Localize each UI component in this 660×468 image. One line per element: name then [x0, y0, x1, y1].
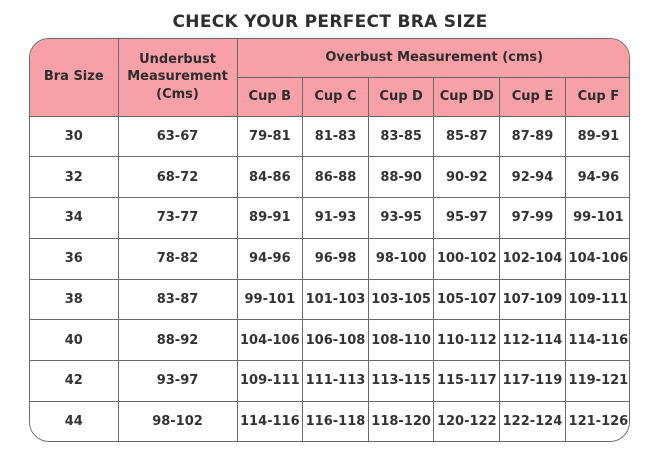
bra-size-cell: 30 — [30, 116, 118, 157]
overbust-cell: 99-101 — [237, 279, 303, 320]
overbust-cell: 118-120 — [368, 401, 434, 442]
cup-header: Cup E — [500, 77, 566, 116]
table-row — [30, 320, 630, 361]
overbust-cell: 91-93 — [303, 198, 369, 239]
table-header — [30, 39, 630, 116]
overbust-cell: 108-110 — [368, 320, 434, 361]
table-row — [30, 238, 630, 279]
overbust-cell: 94-96 — [565, 157, 630, 198]
overbust-cell: 117-119 — [500, 361, 566, 402]
overbust-cell: 121-126 — [565, 401, 630, 442]
overbust-cell: 110-112 — [434, 320, 500, 361]
overbust-cell: 98-100 — [368, 238, 434, 279]
overbust-cell: 93-95 — [368, 198, 434, 239]
underbust-cell: 88-92 — [118, 320, 237, 361]
overbust-cell: 81-83 — [303, 116, 369, 157]
cup-header: Cup B — [237, 77, 303, 116]
overbust-cell: 104-106 — [565, 238, 630, 279]
table-row — [30, 157, 630, 198]
underbust-cell: 93-97 — [118, 361, 237, 402]
cup-header: Cup DD — [434, 77, 500, 116]
overbust-cell: 86-88 — [303, 157, 369, 198]
overbust-cell: 90-92 — [434, 157, 500, 198]
underbust-cell: 98-102 — [118, 401, 237, 442]
overbust-cell: 120-122 — [434, 401, 500, 442]
overbust-cell: 94-96 — [237, 238, 303, 279]
overbust-cell: 87-89 — [500, 116, 566, 157]
overbust-cell: 114-116 — [565, 320, 630, 361]
bra-size-table-container — [29, 38, 630, 442]
overbust-cell: 105-107 — [434, 279, 500, 320]
overbust-cell: 116-118 — [303, 401, 369, 442]
bra-size-header: Bra Size — [30, 39, 118, 116]
bra-size-cell: 32 — [30, 157, 118, 198]
overbust-cell: 97-99 — [500, 198, 566, 239]
underbust-header-line3: (Cms) — [156, 87, 199, 103]
overbust-cell: 113-115 — [368, 361, 434, 402]
overbust-cell: 95-97 — [434, 198, 500, 239]
underbust-cell: 68-72 — [118, 157, 237, 198]
table-body — [30, 116, 630, 442]
overbust-cell: 107-109 — [500, 279, 566, 320]
overbust-cell: 102-104 — [500, 238, 566, 279]
overbust-cell: 103-105 — [368, 279, 434, 320]
overbust-cell: 92-94 — [500, 157, 566, 198]
table-row — [30, 361, 630, 402]
overbust-cell: 89-91 — [237, 198, 303, 239]
bra-size-cell: 42 — [30, 361, 118, 402]
overbust-cell: 122-124 — [500, 401, 566, 442]
underbust-header-line1: Underbust — [139, 51, 216, 67]
overbust-cell: 119-121 — [565, 361, 630, 402]
bra-size-cell: 40 — [30, 320, 118, 361]
underbust-cell: 78-82 — [118, 238, 237, 279]
overbust-cell: 88-90 — [368, 157, 434, 198]
bra-size-cell: 36 — [30, 238, 118, 279]
cup-header: Cup F — [565, 77, 630, 116]
table-row — [30, 116, 630, 157]
overbust-cell: 114-116 — [237, 401, 303, 442]
overbust-cell: 85-87 — [434, 116, 500, 157]
bra-size-cell: 34 — [30, 198, 118, 239]
overbust-cell: 109-111 — [565, 279, 630, 320]
overbust-cell: 106-108 — [303, 320, 369, 361]
bra-size-cell: 44 — [30, 401, 118, 442]
underbust-cell: 73-77 — [118, 198, 237, 239]
overbust-cell: 109-111 — [237, 361, 303, 402]
underbust-header — [118, 39, 237, 116]
overbust-cell: 115-117 — [434, 361, 500, 402]
overbust-cell: 112-114 — [500, 320, 566, 361]
cup-header: Cup D — [368, 77, 434, 116]
overbust-cell: 99-101 — [565, 198, 630, 239]
overbust-cell: 111-113 — [303, 361, 369, 402]
overbust-cell: 89-91 — [565, 116, 630, 157]
underbust-header-line2: Measurement — [127, 69, 228, 85]
table-row — [30, 198, 630, 239]
table-row — [30, 279, 630, 320]
table-row — [30, 401, 630, 442]
cup-header: Cup C — [303, 77, 369, 116]
underbust-cell: 63-67 — [118, 116, 237, 157]
page-title: CHECK YOUR PERFECT BRA SIZE — [172, 12, 488, 32]
overbust-cell: 83-85 — [368, 116, 434, 157]
overbust-cell: 84-86 — [237, 157, 303, 198]
overbust-cell: 96-98 — [303, 238, 369, 279]
overbust-cell: 101-103 — [303, 279, 369, 320]
overbust-header: Overbust Measurement (cms) — [237, 39, 630, 77]
bra-size-table — [30, 39, 630, 442]
underbust-cell: 83-87 — [118, 279, 237, 320]
overbust-cell: 79-81 — [237, 116, 303, 157]
overbust-cell: 104-106 — [237, 320, 303, 361]
overbust-cell: 100-102 — [434, 238, 500, 279]
bra-size-cell: 38 — [30, 279, 118, 320]
